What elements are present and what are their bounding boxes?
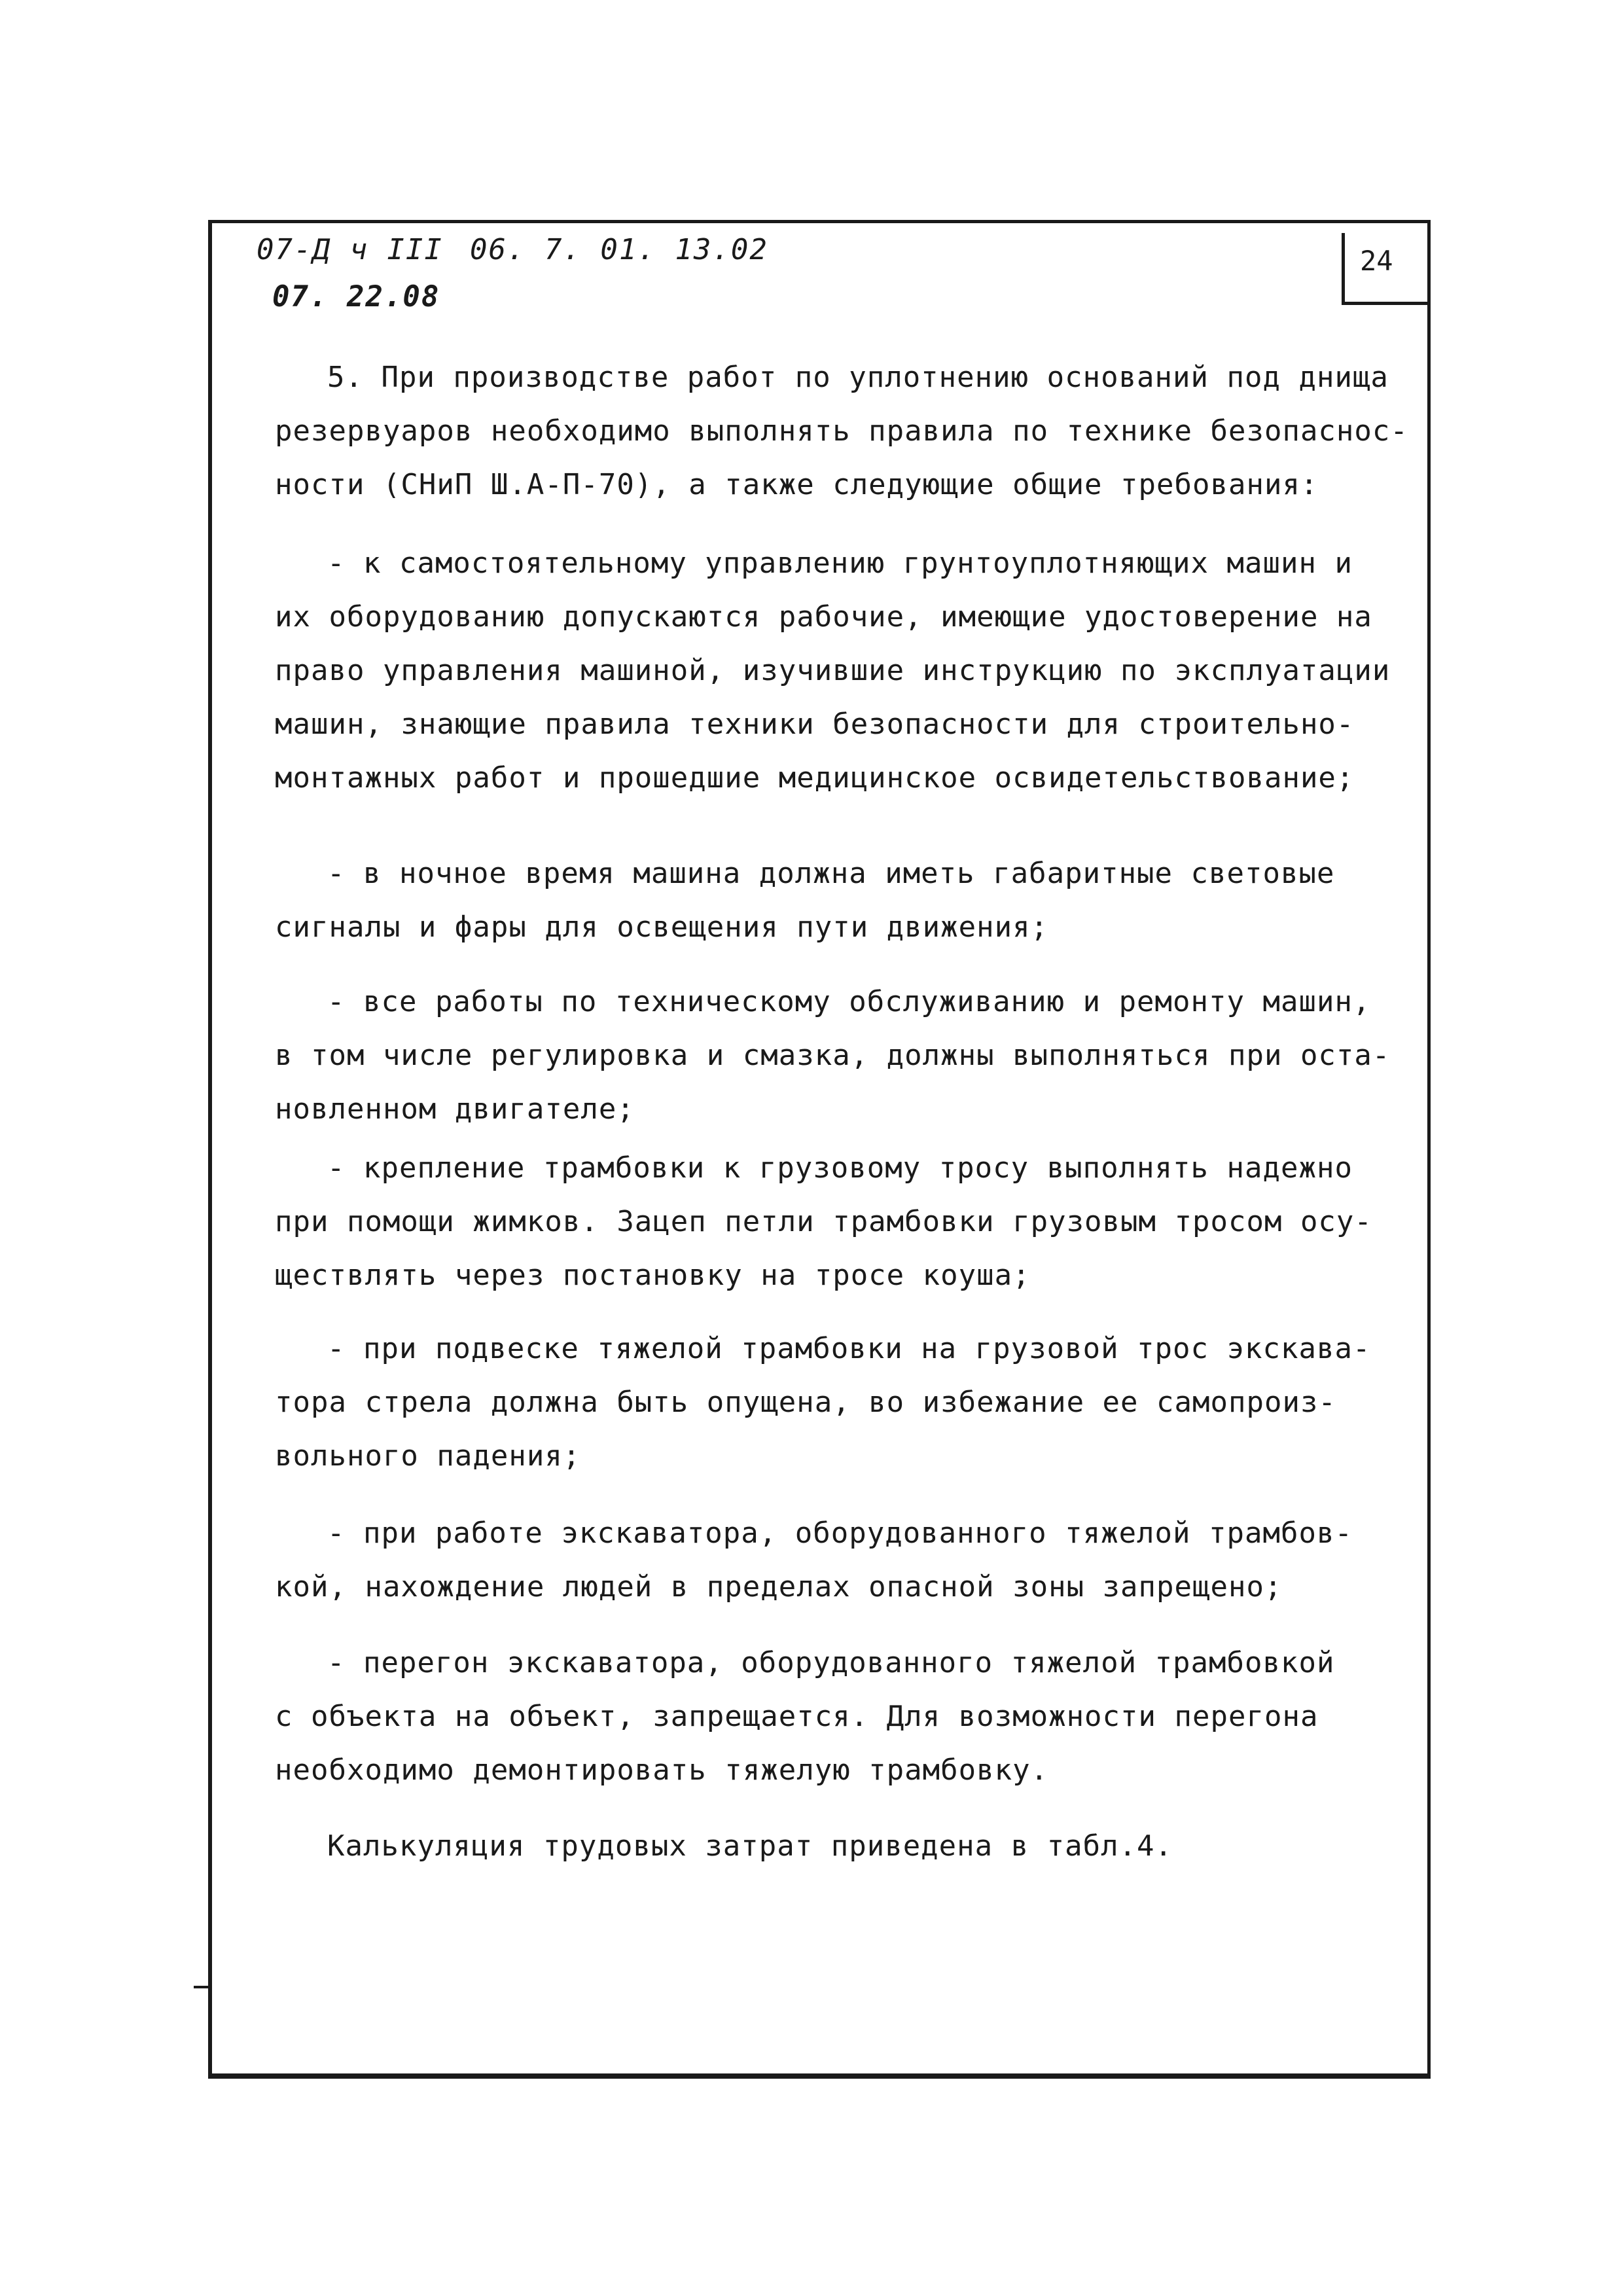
paragraph-line: кой, нахождение людей в пределах опасной зоны запрещено; [275, 1570, 1283, 1604]
paragraph-6-cont [275, 1376, 1387, 1483]
paragraph-line: - к самостоятельному управлению грунтоуплотняющих машин и [327, 547, 1353, 580]
paragraph-line: машин, знающие правила техники безопасности для строительно- [275, 708, 1355, 741]
paragraph-9 [327, 1820, 1440, 1873]
paragraph-8-cont [275, 1690, 1387, 1797]
paragraph-1-cont [275, 404, 1408, 512]
paragraph-7 [327, 1507, 1440, 1560]
paragraph-line: с объекта на объект, запрещается. Для возможности перегона [275, 1700, 1319, 1733]
paragraph-5 [327, 1141, 1440, 1195]
frame-tick-mark [194, 1986, 209, 1988]
paragraph-line: при помощи жимков. Зацеп петли трамбовки грузовым тросом осу- [275, 1205, 1372, 1238]
paragraph-4 [327, 975, 1440, 1029]
paragraph-3-cont [275, 901, 1387, 954]
paragraph-1 [327, 351, 1440, 404]
paragraph-line: - перегон экскаватора, оборудованного тяжелой трамбовкой [327, 1646, 1335, 1679]
handwritten-code-2: 07. 22.08 [272, 280, 440, 314]
paragraph-line: Калькуляция трудовых затрат приведена в табл.4. [327, 1829, 1173, 1863]
paragraph-line: - при подвеске тяжелой трамбовки на грузовой трос экскава- [327, 1332, 1371, 1365]
paragraph-line: - в ночное время машина должна иметь габаритные световые [327, 857, 1335, 890]
paragraph-6 [327, 1322, 1440, 1376]
paragraph-3 [327, 847, 1440, 901]
page-number: 24 [1360, 245, 1393, 277]
paragraph-line: новленном двигателе; [275, 1092, 635, 1126]
paragraph-4-cont [275, 1029, 1391, 1136]
paragraph-line: необходимо демонтировать тяжелую трамбовку. [275, 1753, 1049, 1787]
paragraph-line: - при работе экскаватора, оборудованного тяжелой трамбов- [327, 1516, 1353, 1550]
paragraph-2-cont [275, 590, 1391, 805]
handwritten-code-1b: 06. 7. 01. 13.02 [470, 233, 768, 266]
paragraph-5-cont [275, 1195, 1387, 1302]
paragraph-line: их оборудованию допускаются рабочие, имеющие удостоверение на [275, 600, 1372, 634]
paragraph-line: ществлять через постановку на тросе коуша; [275, 1259, 1031, 1292]
paragraph-7-cont [275, 1560, 1387, 1614]
paragraph-8 [327, 1636, 1440, 1690]
paragraph-line: сигналы и фары для освещения пути движения; [275, 910, 1049, 944]
paragraph-line: 5. При производстве работ по уплотнению оснований под днища [327, 361, 1389, 394]
handwritten-code-1a: 07-Д ч ІІІ [257, 233, 443, 266]
paragraph-line: резервуаров необходимо выполнять правила по технике безопаснос- [275, 414, 1408, 448]
paragraph-line: в том числе регулировка и смазка, должны выполняться при оста- [275, 1039, 1391, 1072]
paragraph-line: - все работы по техническому обслуживанию и ремонту машин, [327, 985, 1371, 1018]
paragraph-line: монтажных работ и прошедшие медицинское освидетельствование; [275, 761, 1355, 795]
paragraph-line: право управления машиной, изучившие инструкцию по эксплуатации [275, 654, 1391, 687]
paragraph-line: - крепление трамбовки к грузовому тросу выполнять надежно [327, 1151, 1353, 1185]
paragraph-line: ности (СНиП Ш.А-П-70), а также следующие общие требования: [275, 468, 1319, 501]
paragraph-2 [327, 537, 1440, 590]
paragraph-line: вольного падения; [275, 1439, 581, 1473]
paragraph-line: тора стрела должна быть опущена, во избежание ее самопроиз- [275, 1386, 1336, 1419]
